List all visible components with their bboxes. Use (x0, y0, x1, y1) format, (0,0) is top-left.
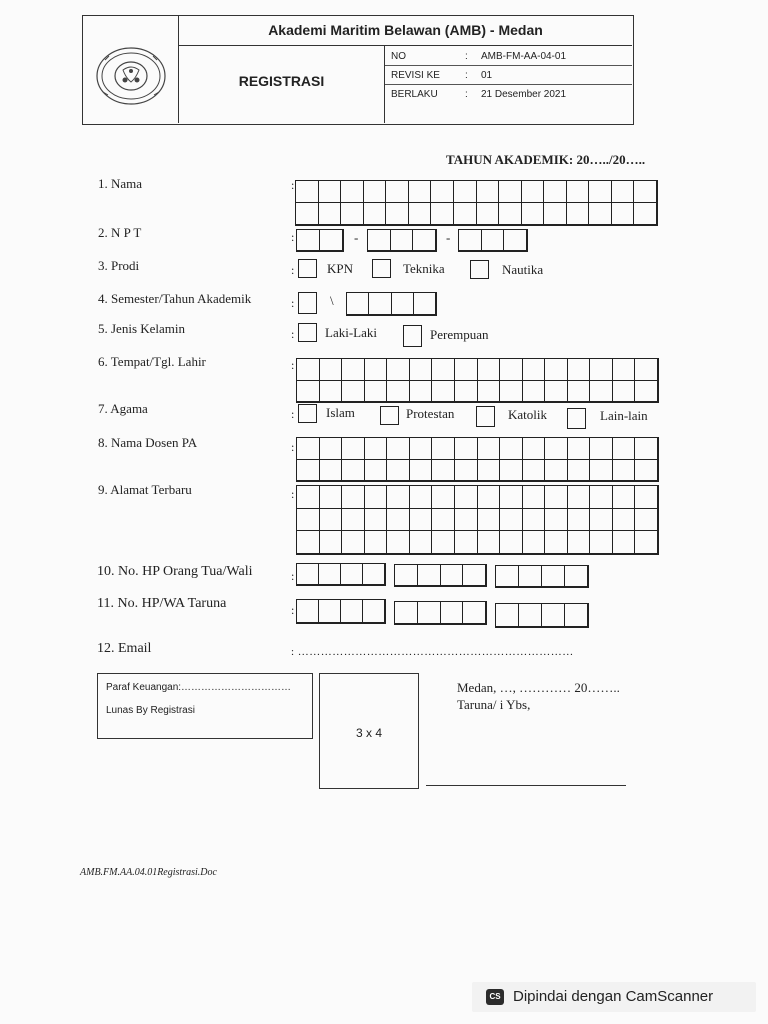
logo-cell (83, 16, 179, 123)
scanner-text: Dipindai dengan CamScanner (513, 988, 714, 1005)
input-cell[interactable] (432, 438, 455, 460)
input-cell[interactable] (459, 230, 482, 251)
label-agama: 7. Agama (98, 401, 148, 416)
agama-katolik-label: Katolik (508, 407, 547, 422)
input-cell[interactable] (395, 602, 418, 624)
input-cell[interactable] (320, 381, 343, 403)
input-cell[interactable] (455, 509, 478, 532)
input-cell[interactable] (567, 203, 590, 225)
finance-sign-label: Paraf Keuangan:…………………………… (106, 682, 292, 693)
input-cell[interactable] (500, 460, 523, 482)
scanner-watermark (472, 982, 756, 1012)
input-cell[interactable] (455, 381, 478, 403)
input-cell[interactable] (590, 438, 613, 460)
semester-input[interactable] (298, 292, 317, 314)
input-cell[interactable] (365, 359, 388, 381)
input-cell[interactable] (297, 564, 319, 585)
input-cell[interactable] (319, 600, 341, 623)
dosen-pa-input-grid[interactable] (296, 437, 659, 482)
input-cell[interactable] (365, 438, 388, 460)
hp-ortu-input-part2[interactable] (394, 564, 487, 587)
input-cell[interactable] (478, 509, 501, 532)
input-cell[interactable] (455, 486, 478, 509)
label-jenis-kelamin: 5. Jenis Kelamin (98, 321, 186, 336)
prodi-nautika-checkbox[interactable] (470, 260, 489, 279)
input-cell[interactable] (545, 460, 568, 482)
input-cell[interactable] (342, 381, 365, 403)
input-cell[interactable] (613, 460, 636, 482)
input-cell[interactable] (432, 509, 455, 532)
npt-input-part3[interactable] (458, 229, 528, 252)
input-cell[interactable] (387, 509, 410, 532)
input-cell[interactable] (431, 181, 454, 203)
label-dosen-pa: 8. Nama Dosen PA (98, 435, 198, 450)
input-cell[interactable] (387, 486, 410, 509)
input-cell[interactable] (410, 438, 433, 460)
colon: : (291, 358, 295, 372)
input-cell[interactable] (410, 509, 433, 532)
input-cell[interactable] (432, 531, 455, 554)
input-cell[interactable] (590, 381, 613, 403)
input-cell[interactable] (478, 381, 501, 403)
input-cell[interactable] (319, 181, 342, 203)
input-cell[interactable] (634, 181, 657, 203)
hp-taruna-input-part3[interactable] (495, 603, 589, 628)
input-cell[interactable] (387, 438, 410, 460)
input-cell[interactable] (565, 604, 588, 627)
input-cell[interactable] (432, 486, 455, 509)
input-cell[interactable] (613, 381, 636, 403)
nama-input-grid[interactable] (295, 180, 658, 226)
label-npt: 2. N P T (98, 225, 142, 240)
prodi-kpn-label: KPN (327, 261, 354, 276)
input-cell[interactable] (545, 486, 568, 509)
input-cell[interactable] (590, 460, 613, 482)
input-cell[interactable] (478, 359, 501, 381)
input-cell[interactable] (568, 460, 591, 482)
academic-year: TAHUN AKADEMIK: 20…../20….. (446, 152, 646, 167)
meta-row-revisi: REVISI KE : 01 (385, 66, 632, 85)
label-hp-ortu: 10. No. HP Orang Tua/Wali (97, 564, 253, 579)
input-cell[interactable] (523, 531, 546, 554)
institution-logo-icon (83, 16, 179, 123)
input-cell[interactable] (500, 359, 523, 381)
input-cell[interactable] (341, 181, 364, 203)
input-cell[interactable] (409, 203, 432, 225)
input-cell[interactable] (519, 566, 542, 587)
institution-title: Akademi Maritim Belawan (AMB) - Medan (179, 16, 632, 46)
input-cell[interactable] (478, 486, 501, 509)
input-cell[interactable] (387, 381, 410, 403)
input-cell[interactable] (500, 531, 523, 554)
input-cell[interactable] (635, 460, 658, 482)
email-line[interactable]: : ……………………………………………………………… (291, 646, 574, 658)
agama-lain-checkbox[interactable] (567, 408, 586, 429)
agama-islam-label: Islam (326, 405, 355, 420)
input-cell[interactable] (499, 181, 522, 203)
colon: : (291, 569, 295, 583)
input-cell[interactable] (297, 381, 320, 403)
input-cell[interactable] (297, 600, 319, 623)
form-name: REGISTRASI (179, 46, 385, 123)
input-cell[interactable] (500, 438, 523, 460)
input-cell[interactable] (568, 531, 591, 554)
input-cell[interactable] (392, 293, 414, 315)
input-cell[interactable] (519, 604, 542, 627)
colon: : (291, 178, 295, 192)
input-cell[interactable] (341, 564, 363, 585)
label-prodi: 3. Prodi (98, 258, 140, 273)
hp-ortu-input-part1[interactable] (296, 563, 386, 586)
npt-dash: - (446, 230, 451, 245)
input-cell[interactable] (369, 293, 391, 315)
input-cell[interactable] (542, 566, 565, 587)
input-cell[interactable] (478, 460, 501, 482)
input-cell[interactable] (478, 438, 501, 460)
colon: : (291, 230, 295, 244)
prodi-kpn-checkbox[interactable] (298, 259, 317, 278)
colon: : (291, 327, 295, 341)
signature-place-date: Medan, …, ………… 20…….. (457, 680, 620, 695)
input-cell[interactable] (418, 565, 441, 586)
input-cell[interactable] (297, 486, 320, 509)
input-cell[interactable] (589, 203, 612, 225)
input-cell[interactable] (297, 438, 320, 460)
input-cell[interactable] (523, 381, 546, 403)
prodi-teknika-label: Teknika (403, 261, 445, 276)
input-cell[interactable] (387, 531, 410, 554)
input-cell[interactable] (454, 203, 477, 225)
input-cell[interactable] (455, 438, 478, 460)
agama-lain-label: Lain-lain (600, 408, 648, 423)
hp-taruna-input-part2[interactable] (394, 601, 487, 625)
input-cell[interactable] (496, 566, 519, 587)
meta-row-berlaku: BERLAKU : 21 Desember 2021 (391, 89, 567, 100)
input-cell[interactable] (368, 230, 391, 251)
input-cell[interactable] (523, 509, 546, 532)
input-cell[interactable] (365, 460, 388, 482)
input-cell[interactable] (568, 438, 591, 460)
colon: : (291, 603, 295, 617)
form-header (82, 15, 634, 125)
input-cell[interactable] (590, 531, 613, 554)
input-cell[interactable] (545, 509, 568, 532)
input-cell[interactable] (613, 438, 636, 460)
input-cell[interactable] (365, 531, 388, 554)
input-cell[interactable] (347, 293, 369, 315)
input-cell[interactable] (320, 486, 343, 509)
input-cell[interactable] (320, 230, 343, 251)
input-cell[interactable] (545, 531, 568, 554)
input-cell[interactable] (635, 531, 658, 554)
alamat-input-grid[interactable] (296, 485, 659, 555)
input-cell[interactable] (364, 181, 387, 203)
input-cell[interactable] (477, 203, 500, 225)
signature-signer: Taruna/ i Ybs, (457, 697, 531, 712)
input-cell[interactable] (635, 486, 658, 509)
gender-female-checkbox[interactable] (403, 325, 422, 347)
input-cell[interactable] (613, 531, 636, 554)
input-cell[interactable] (363, 600, 385, 623)
input-cell[interactable] (589, 181, 612, 203)
camscanner-logo-icon: CS (486, 989, 504, 1005)
input-cell[interactable] (545, 381, 568, 403)
input-cell[interactable] (431, 203, 454, 225)
input-cell[interactable] (320, 438, 343, 460)
input-cell[interactable] (441, 565, 464, 586)
input-cell[interactable] (413, 230, 436, 251)
finance-box (97, 673, 313, 739)
input-cell[interactable] (319, 564, 341, 585)
semester-separator: \ (330, 293, 334, 308)
input-cell[interactable] (386, 181, 409, 203)
label-semester: 4. Semester/Tahun Akademik (98, 291, 252, 306)
hp-ortu-input-part3[interactable] (495, 565, 589, 588)
input-cell[interactable] (454, 181, 477, 203)
input-cell[interactable] (441, 602, 464, 624)
input-cell[interactable] (590, 359, 613, 381)
input-cell[interactable] (568, 486, 591, 509)
input-cell[interactable] (395, 565, 418, 586)
input-cell[interactable] (523, 438, 546, 460)
input-cell[interactable] (432, 381, 455, 403)
input-cell[interactable] (545, 438, 568, 460)
input-cell[interactable] (320, 509, 343, 532)
input-cell[interactable] (478, 531, 501, 554)
input-cell[interactable] (432, 460, 455, 482)
input-cell[interactable] (455, 359, 478, 381)
prodi-teknika-checkbox[interactable] (372, 259, 391, 278)
agama-islam-checkbox[interactable] (298, 404, 317, 423)
input-cell[interactable] (545, 359, 568, 381)
document-filename: AMB.FM.AA.04.01Registrasi.Doc (80, 867, 217, 878)
input-cell[interactable] (477, 181, 500, 203)
input-cell[interactable] (297, 460, 320, 482)
input-cell[interactable] (387, 460, 410, 482)
input-cell[interactable] (499, 203, 522, 225)
input-cell[interactable] (590, 509, 613, 532)
input-cell[interactable] (410, 486, 433, 509)
input-cell[interactable] (414, 293, 436, 315)
input-cell[interactable] (590, 486, 613, 509)
input-cell[interactable] (387, 359, 410, 381)
input-cell[interactable] (482, 230, 505, 251)
npt-dash: - (354, 230, 359, 245)
agama-protestan-label: Protestan (406, 406, 455, 421)
input-cell[interactable] (522, 203, 545, 225)
label-alamat: 9. Alamat Terbaru (98, 482, 192, 497)
input-cell[interactable] (568, 381, 591, 403)
input-cell[interactable] (635, 381, 658, 403)
input-cell[interactable] (342, 438, 365, 460)
input-cell[interactable] (613, 486, 636, 509)
input-cell[interactable] (342, 531, 365, 554)
input-cell[interactable] (409, 181, 432, 203)
input-cell[interactable] (410, 460, 433, 482)
input-cell[interactable] (297, 509, 320, 532)
input-cell[interactable] (542, 604, 565, 627)
input-cell[interactable] (496, 604, 519, 627)
input-cell[interactable] (365, 486, 388, 509)
input-cell[interactable] (504, 230, 527, 251)
photo-size-label: 3 x 4 (355, 726, 382, 740)
finance-status-label: Lunas By Registrasi (106, 705, 195, 716)
tempat-lahir-input-grid[interactable] (296, 358, 659, 403)
colon: : (291, 263, 295, 277)
input-cell[interactable] (341, 203, 364, 225)
input-cell[interactable] (635, 509, 658, 532)
hp-taruna-input-part1[interactable] (296, 599, 386, 624)
input-cell[interactable] (364, 203, 387, 225)
input-cell[interactable] (296, 181, 319, 203)
prodi-nautika-label: Nautika (502, 262, 544, 277)
input-cell[interactable] (523, 460, 546, 482)
input-cell[interactable] (567, 181, 590, 203)
input-cell[interactable] (634, 203, 657, 225)
input-cell[interactable] (635, 438, 658, 460)
input-cell[interactable] (544, 181, 567, 203)
input-cell[interactable] (297, 230, 320, 251)
input-cell[interactable] (297, 531, 320, 554)
input-cell[interactable] (341, 600, 363, 623)
input-cell[interactable] (391, 230, 414, 251)
photo-box (319, 673, 419, 789)
gender-female-label: Perempuan (430, 327, 489, 342)
input-cell[interactable] (568, 359, 591, 381)
input-cell[interactable] (500, 486, 523, 509)
input-cell[interactable] (418, 602, 441, 624)
input-cell[interactable] (500, 509, 523, 532)
input-cell[interactable] (455, 531, 478, 554)
input-cell[interactable] (363, 564, 385, 585)
label-nama: 1. Nama (98, 176, 143, 191)
input-cell[interactable] (410, 381, 433, 403)
input-cell[interactable] (297, 359, 320, 381)
input-cell[interactable] (296, 203, 319, 225)
agama-protestan-checkbox[interactable] (380, 406, 399, 425)
input-cell[interactable] (342, 359, 365, 381)
signature-line[interactable] (426, 785, 626, 786)
npt-input-part2[interactable] (367, 229, 437, 252)
input-cell[interactable] (342, 509, 365, 532)
input-cell[interactable] (565, 566, 588, 587)
meta-row-no: NO : AMB-FM-AA-04-01 (385, 47, 632, 66)
colon: : (291, 440, 295, 454)
input-cell[interactable] (342, 460, 365, 482)
input-cell[interactable] (523, 359, 546, 381)
input-cell[interactable] (463, 565, 486, 586)
label-email: 12. Email (97, 641, 152, 656)
input-cell[interactable] (500, 381, 523, 403)
input-cell[interactable] (463, 602, 486, 624)
input-cell[interactable] (568, 509, 591, 532)
colon: : (291, 407, 295, 421)
input-cell[interactable] (410, 359, 433, 381)
input-cell[interactable] (319, 203, 342, 225)
agama-katolik-checkbox[interactable] (476, 406, 495, 427)
npt-input-part1[interactable] (296, 229, 344, 252)
input-cell[interactable] (432, 359, 455, 381)
input-cell[interactable] (455, 460, 478, 482)
input-cell[interactable] (320, 460, 343, 482)
label-tempat-lahir: 6. Tempat/Tgl. Lahir (98, 354, 206, 369)
input-cell[interactable] (410, 531, 433, 554)
input-cell[interactable] (386, 203, 409, 225)
gender-male-label: Laki-Laki (325, 325, 377, 340)
input-cell[interactable] (613, 359, 636, 381)
input-cell[interactable] (320, 531, 343, 554)
input-cell[interactable] (522, 181, 545, 203)
tahun-akademik-input[interactable] (346, 292, 437, 316)
input-cell[interactable] (365, 381, 388, 403)
input-cell[interactable] (342, 486, 365, 509)
input-cell[interactable] (612, 181, 635, 203)
gender-male-checkbox[interactable] (298, 323, 317, 342)
input-cell[interactable] (544, 203, 567, 225)
input-cell[interactable] (320, 359, 343, 381)
input-cell[interactable] (365, 509, 388, 532)
colon: : (291, 296, 295, 310)
input-cell[interactable] (523, 486, 546, 509)
input-cell[interactable] (613, 509, 636, 532)
input-cell[interactable] (635, 359, 658, 381)
input-cell[interactable] (612, 203, 635, 225)
colon: : (291, 487, 295, 501)
label-hp-taruna: 11. No. HP/WA Taruna (97, 596, 227, 611)
